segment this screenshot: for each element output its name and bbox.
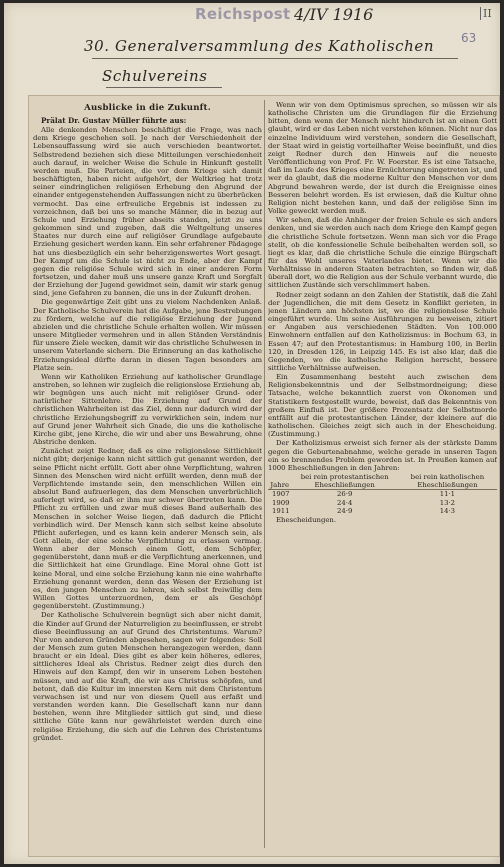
table-cell: 24·4 [337,498,353,507]
table-cell: 26·9 [292,490,398,499]
paragraph: Wenn wir Katholiken Erziehung auf katholischer Grundlage anstreben, so lehnen wir zugleich die religionslose Erziehung ab, wir begnügen uns auch nicht mit religiöser Grund- oder natürlicher Sittenlehre. Die Erziehung auf Grund der christlichen Wahrheiten ist das Ziel, denn nur dadurch wird der christliche Erziehungsbegriff zu verwirklichen sein, indem nur auf Grund jener Wahrheit sich Gnade, die uns die katholische Kirche gibt, jene Kirche, die wir und aber uns Bewahrung, ohne Abstriche denken. [33,372,262,447]
table-cell: 1907 [268,490,292,499]
table-cell: 1909 [272,498,290,507]
paragraph: Zunächst zeigt Redner, daß es eine religionslose Sittlichkeit nicht gibt; derjenige kann nicht sittlich gut genannt werden, der seine Pflicht nicht erfüllt. Gott aber ohne Verpflichtung, wahren Sinnen des Menschen wird nicht erfüllt werden, denn muß der Verpflichtende imstande sein, den menschlichen Willen ein absolut Band aufzuerlegen, das dem Menschen unverbrüchlich auferlegt wird, so daß er ihm nur schwer übertreten kann. Die Pflicht zu erfüllen und zwar muß dieses Band außerhalb des Menschen in solcher Weise liegen, daß dadurch die Pflicht verbindlich wird. Der Mensch kann sich selbst keine absolute Pflicht auferlegen, und es kann kein anderer Mensch sein, als Gott allein, der eine solche Verpflichtung zu erlassen vermag. Wenn aber der Mensch einem Gott, dem Schöpfer, gegenübersteht, dann muß er die Verpflichtung anerkennen, und die Sittlichkeit hat eine Grundlage. Eine Moral ohne Gott ist keine Moral, und eine solche Erziehung kann nie eine wahrhafte Erziehung genannt werden, denn das Wesen der Erziehung ist es, den jungen Menschen zu lehren, sich selbst freiwillig dem Willen Gottes unterzuordnen, dem er als Geschöpf gegenübersteht. (Zustimmung.) [33,447,262,611]
folio-number: II [480,7,492,20]
article-byline: Prälat Dr. Gustav Müller führte aus: [41,116,187,125]
archive-sheet [4,3,500,864]
heading-underline-2 [106,87,222,88]
closing-line: Ehescheidungen. [276,515,337,524]
article-title: Ausblicke in die Zukunft. [84,103,211,113]
newspaper-stamp: Reichspost [195,5,291,23]
paragraph: Der Katholizismus erweist sich ferner als der stärkste Damm gegen die Geburtenabnahme, welche gerade in unseren Tagen ein so brennendes Problem geworden ist. In Preußen kamen auf 1000 Eheschließungen in den Jahren: [268,439,497,472]
column-right [268,101,497,845]
paragraph: Wir sehen, daß die Anhänger der freien Schule es sich anders denken, und sie werden auch nach dem Kriege den Kampf gegen die christliche Schule fortsetzen. Wenn man sich vor die Frage stellt, ob die konfessionelle Schule beibehalten werden soll, so liegt es klar, daß die christliche Schule die einzige Bürgschaft für das Wohl unseres Vaterlandes bietet. Wenn wir die Verhältnisse in anderen Staaten betrachten, so finden wir, daß überall dort, wo die Religion aus der Schule verbannt wurde, die sittlichen Zustände sich verschlimmert haben. [268,216,497,290]
heading-underline-1 [92,58,458,59]
table-cell: 24·9 [337,506,353,515]
table-cell: 1911 [272,506,290,515]
handwritten-heading-line1: 30. Generalversammlung des Katholischen [84,37,435,55]
pencil-page-number: 63 [461,31,477,45]
table-cell: 14·3 [439,506,456,515]
table-row [268,499,497,507]
table-header: Jahre [268,473,292,490]
column-divider [264,100,265,848]
handwritten-heading-line2: Schulvereins [102,67,208,85]
table-cell: 13·2 [439,498,456,507]
table-header: bei rein katholischen Eheschließungen [398,473,497,490]
paragraph: Der Katholische Schulverein begnügt sich aber nicht damit, die Kinder auf Grund der Naturreligion zu beeinflussen, er strebt diese Beeinflussung an auf Grund des Christentums. Warum? Nur von anderen Gründen abgesehen, sagen wir folgendes: Soll der Mensch zum guten Menschen herangezogen werden, dann braucht er ein Ideal. Dies gibt es aber kein höheres, edleres, sittlicheres Ideal als Christus. Redner zeigt dies durch den Hinweis auf den Kampf, den wir in unserem Leben bestehen müssen, und auf die Kraft, die wir aus Christus schöpfen, und betont, daß die Kultur im innersten Kern mit dem Christentum verwachsen ist und nur von diesem Quell aus erfaßt und verstanden werden kann. Die Gesellschaft kann nur dann bestehen, wenn ihre Mitglieder sittlich gut sind, und diese sittliche Güte kann nur gewährleistet werden durch eine religiöse Erziehung, die sich auf die Lehren des Christentums gründet. [33,611,262,742]
paragraph: Die gegenwärtige Zeit gibt uns zu vielem Nachdenken Anlaß. Der Katholische Schulverein hat die Aufgabe, jene Bestrebungen zu fördern, welche auf die religiöse Erziehung der Jugend abzielen und die christliche Schule erhalten wollen. Wir müssen unsere Mitglieder vermehren und in allen Ständen Verständnis für unsere Ziele wecken, damit wir das christliche Schulwesen in unserem Vaterlande sichern. Die Erinnerung an das katholische Erziehungsideal dürfte daran in diesen Tagen besonders am Platze sein. [33,298,262,372]
paragraph: Alle denkenden Menschen beschäftigt die Frage, was nach dem Kriege geschehen soll. Je nach der Verschiedenheit der Lebensauffassung wird sie auch verschieden beantwortet. Selbstredend beziehen sich diese Mitteilungen verschiedenheit auch darauf, in welcher Weise die Schule in Hinkunft gestellt werden muß. Die Parteien, die vor dem Kriege sich damit beschäftigten, haben nicht aufgehört, der Weltkrieg hat trotz seiner eindringlichen religiösen Erhebung den Abgrund der einander entgegenstehenden Auffassungen nicht zu überbrücken vermocht. Das eine erfreuliche Ergebnis ist indessen zu verzeichnen, daß bei uns so manche Männer, die in bezug auf Schule und Erziehung früher abseits standen, jetzt zu uns gekommen sind und zugeben, daß die Weltgeltung unseres Staates nur durch eine auf religiöser Grundlage aufgebaute Erziehung gesichert werden kann. Ein sehr erfahrener Pädagoge hat uns diesbezüglich ein sehr beherzigenswertes Wort gesagt. Der Kampf um die Schule ist nicht zu Ende, aber der Kampf gegen die religiöse Schule wird sich in einer anderen Form fortsetzen, und daher muß uns unsere ganze Kraft und Sorgfalt der Erziehung der Jugend gewidmet sein, damit wir stark genug sind, jene Gefahren zu bannen, die uns in der Zukunft drohen. [33,126,262,298]
table-cell: 11·1 [398,490,497,499]
paragraph: Redner zeigt sodann an den Zahlen der Statistik, daß die Zahl der Jugendlichen, die mit dem Gesetz in Konflikt gerieten, in jenen Ländern am höchsten ist, wo die religionslose Schule eingeführt wurde. Um seine Ausführungen zu beweisen, zitiert er Angaben aus verschiedenen Städten. Von 100.000 Einwohnern entfallen auf den Katholizismus: in Bochum 63, in Essen 47; auf den Protestantismus: in Hamburg 100, in Berlin 120, in Dresden 126, in Leipzig 145. Es ist also klar, daß die Gegenden, wo die katholische Religion herrscht, bessere sittliche Verhältnisse aufweisen. [268,290,497,372]
paragraph: Ein Zusammenhang besteht auch zwischen dem Religionsbekenntnis und der Selbstmordneigung; diese Tatsache, welche bekanntlich zuerst von Ökonomen und Statistikern festgestellt wurde, beweist, daß das Bekenntnis von großem Einfluß ist. Der größere Prozentsatz der Selbstmorde entfällt auf die protestantischen Länder, der kleinere auf die katholischen. Gleiches zeigt sich auch in der Ehescheidung. (Zustimmung.) [268,373,497,439]
table-row [268,507,497,515]
paragraph: Wenn wir von dem Optimismus sprechen, so müssen wir als katholische Christen um die Grundlagen für die Erziehung bitten, denn wenn der Mensch nicht hindurch ist an einen Gott glaubt, wird er das Leben nicht verstehen können. Nicht nur das einzelne Individuum wird verstehen, sondern die Gesellschaft, der Staat wird in geistig vorteilhafter Weise beeinflußt, und dies zeigt Redner durch den Hinweis auf die neueste Veröffentlichung von Prof. Fr. W. Foerster. Es ist eine Tatsache, daß im Laufe des Krieges eine Ernüchterung eingetreten ist, und wer da glaubt, daß die moderne Kultur den Menschen vor dem Abgrund bewahren werde, der ist durch die Ereignisse eines Besseren belehrt worden. Es ist erwiesen, daß die Kultur ohne Religion nicht bestehen kann, und daß der religiöse Sinn im Volke geweckt werden muß. [268,101,497,216]
table-header: bei rein protestantischen Eheschließungen [292,473,398,490]
newspaper-clipping [28,95,500,857]
handwritten-date: 4/IV 1916 [294,5,374,24]
column-left [33,101,262,845]
birth-rate-table [268,473,497,515]
table-row [268,490,497,499]
